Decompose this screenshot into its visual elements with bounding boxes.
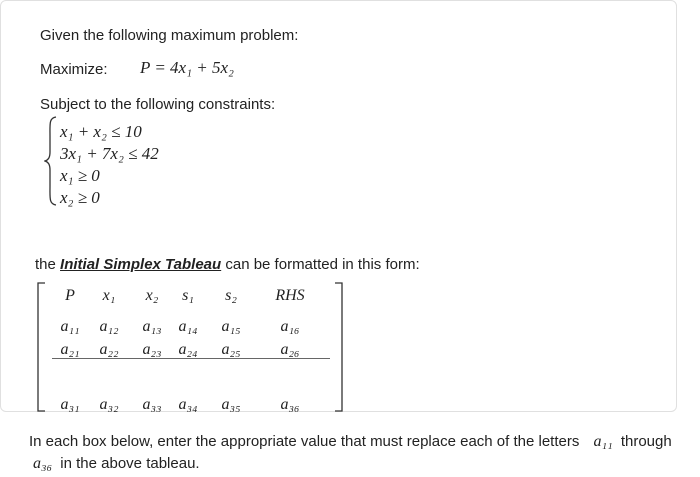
tableau-sentence-prefix: the xyxy=(35,256,61,273)
constraint-2: 3x₁ + 7x₂ ≤ 42 xyxy=(60,144,159,163)
tableau-cell-r2-c2: a₂₂ xyxy=(99,341,119,358)
tableau-cell-r3-c5: a₃₅ xyxy=(221,396,241,413)
instruction-through: through xyxy=(620,433,672,450)
tableau-cell-r2-c5: a₂₅ xyxy=(221,341,241,358)
tableau-cell-r1-c5: a₁₅ xyxy=(221,318,241,335)
tableau-cell-r2-c4: a₂₄ xyxy=(178,341,198,358)
tableau-header-4: s₂ xyxy=(225,287,237,304)
instruction-line-1 xyxy=(29,431,672,453)
tableau-cell-r1-c4: a₁₄ xyxy=(178,318,198,335)
constraint-3: x₁ ≥ 0 xyxy=(60,166,100,185)
instruction-last-letter: a₃₆ xyxy=(33,455,53,472)
tableau-sentence-suffix: can be formatted in this form: xyxy=(221,256,420,273)
instruction-first-letter: a₁₁ xyxy=(593,433,613,450)
constraints-heading: Subject to the following constraints: xyxy=(40,96,276,113)
constraints-brace xyxy=(44,116,58,206)
tableau-header-2: x₂ xyxy=(145,287,159,304)
constraint-4: x₂ ≥ 0 xyxy=(60,188,100,207)
initial-simplex-tableau-link[interactable]: Initial Simplex Tableau xyxy=(60,256,222,273)
tableau-sentence xyxy=(35,256,420,273)
tableau-cell-r1-c3: a₁₃ xyxy=(142,318,162,335)
tableau-cell-r1-c1: a₁₁ xyxy=(60,318,80,335)
tableau-cell-r3-c4: a₃₄ xyxy=(178,396,198,413)
tableau-divider xyxy=(52,358,330,359)
objective-function: P = 4x₁ + 5x₂ xyxy=(140,58,234,77)
tableau-cell-r3-c3: a₃₃ xyxy=(142,396,162,413)
tableau-cell-r2-c1: a₂₁ xyxy=(60,341,80,358)
tableau-header-1: x₁ xyxy=(102,287,116,304)
tableau-header-3: s₁ xyxy=(182,287,194,304)
instruction-line-2 xyxy=(33,453,200,475)
tableau-cell-r3-c1: a₃₁ xyxy=(60,396,80,413)
tableau-cell-r3-c6: a₃₆ xyxy=(280,396,300,413)
constraint-1: x₁ + x₂ ≤ 10 xyxy=(60,122,142,141)
tableau-cell-r3-c2: a₃₂ xyxy=(99,396,119,413)
maximize-label: Maximize: xyxy=(40,61,108,78)
tableau-cell-r2-c3: a₂₃ xyxy=(142,341,162,358)
instruction-text-2: in the above tableau. xyxy=(60,455,200,472)
tableau-right-bracket xyxy=(334,282,344,412)
tableau-cell-r2-c6: a₂₆ xyxy=(280,341,300,358)
tableau-cell-r1-c2: a₁₂ xyxy=(99,318,119,335)
tableau-left-bracket xyxy=(36,282,46,412)
tableau-cell-r1-c6: a₁₆ xyxy=(280,318,300,335)
tableau-header-0: P xyxy=(65,287,75,304)
instruction-text: In each box below, enter the appropriate value that must replace each of the letters xyxy=(29,433,580,450)
tableau-header-5: RHS xyxy=(275,287,305,304)
intro-text: Given the following maximum problem: xyxy=(40,27,299,44)
